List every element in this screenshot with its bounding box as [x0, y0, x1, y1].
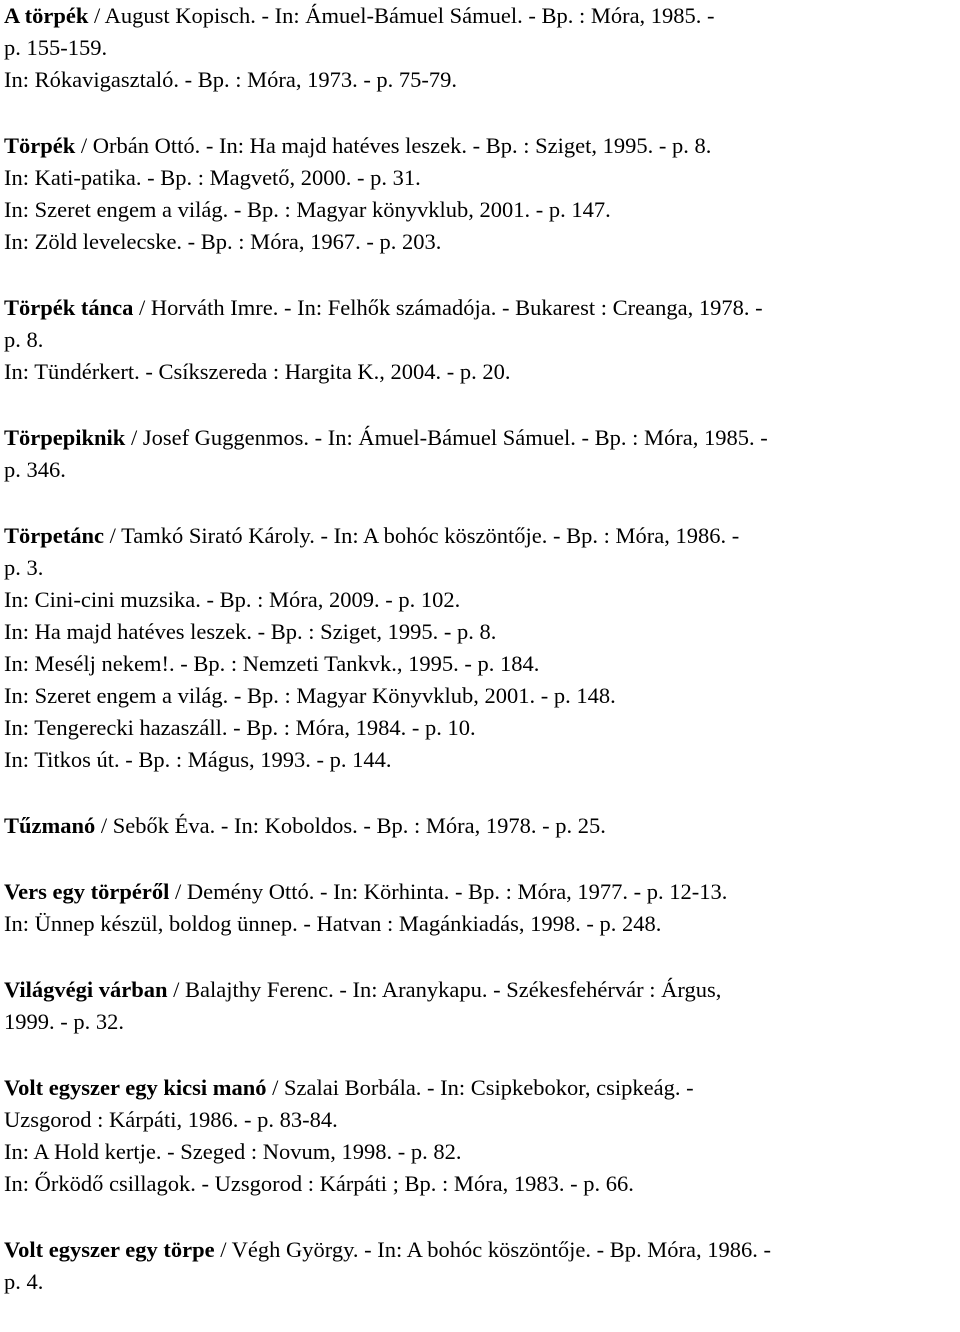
- entry-line: In: Rókavigasztaló. - Bp. : Móra, 1973. - p. 75-79.: [4, 67, 458, 92]
- entry-line: Uzsgorod : Kárpáti, 1986. - p. 83-84.: [4, 1107, 338, 1132]
- entry-line: In: Ünnep készül, boldog ünnep. - Hatvan : Magánkiadás, 1998. - p. 248.: [4, 911, 662, 936]
- bibliography-entry: [4, 0, 956, 96]
- entry-line: p. 8.: [4, 327, 44, 352]
- bibliography-entry: [4, 876, 956, 940]
- entry-citation: / Demény Ottó. - In: Körhinta. - Bp. : Móra, 1977. - p. 12-13.: [169, 879, 728, 904]
- bibliography-entry: [4, 520, 956, 776]
- entry-line: [4, 520, 956, 552]
- entry-title: Világvégi várban: [4, 977, 168, 1002]
- entry-citation: / Horváth Imre. - In: Felhők számadója. - Bukarest : Creanga, 1978. -: [133, 295, 763, 320]
- entry-title: Törpepiknik: [4, 425, 126, 450]
- entry-citation: / Végh György. - In: A bohóc köszöntője. - Bp. Móra, 1986. -: [214, 1237, 771, 1262]
- entry-title: Tűzmanó: [4, 813, 96, 838]
- entry-line: In: Szeret engem a világ. - Bp. : Magyar könyvklub, 2001. - p. 147.: [4, 197, 611, 222]
- entry-line: In: Cini-cini muzsika. - Bp. : Móra, 2009. - p. 102.: [4, 587, 461, 612]
- entry-line: [4, 810, 956, 842]
- entry-line: [4, 422, 956, 454]
- entry-citation: / Josef Guggenmos. - In: Ámuel-Bámuel Sámuel. - Bp. : Móra, 1985. -: [125, 425, 768, 450]
- entry-line: [4, 292, 956, 324]
- entry-line: In: Tengerecki hazaszáll. - Bp. : Móra, 1984. - p. 10.: [4, 715, 476, 740]
- bibliography-entry: [4, 1234, 956, 1298]
- entry-line: p. 4.: [4, 1269, 44, 1294]
- entry-line: [4, 1072, 956, 1104]
- bibliography-entry: [4, 810, 956, 842]
- entry-line: In: Őrködő csillagok. - Uzsgorod : Kárpáti ; Bp. : Móra, 1983. - p. 66.: [4, 1171, 634, 1196]
- entry-title: Törpék: [4, 133, 76, 158]
- entry-citation: / Sebők Éva. - In: Koboldos. - Bp. : Móra, 1978. - p. 25.: [95, 813, 606, 838]
- entry-line: [4, 974, 956, 1006]
- entry-line: p. 3.: [4, 555, 44, 580]
- entry-line: p. 346.: [4, 457, 66, 482]
- entry-citation: / August Kopisch. - In: Ámuel-Bámuel Sámuel. - Bp. : Móra, 1985. -: [88, 3, 715, 28]
- entry-line: In: A Hold kertje. - Szeged : Novum, 1998. - p. 82.: [4, 1139, 462, 1164]
- entry-title: A törpék: [4, 3, 89, 28]
- entry-title: Törpék tánca: [4, 295, 134, 320]
- bibliography-entry: [4, 1072, 956, 1200]
- bibliography-entry: [4, 130, 956, 258]
- entry-title: Vers egy törpéről: [4, 879, 170, 904]
- bibliography-entry: [4, 422, 956, 486]
- bibliography-list: [4, 0, 956, 1332]
- entry-citation: / Szalai Borbála. - In: Csipkebokor, csipkeág. -: [266, 1075, 694, 1100]
- bibliography-entry: [4, 292, 956, 388]
- entry-title: Volt egyszer egy kicsi manó: [4, 1075, 267, 1100]
- entry-line: In: Zöld levelecske. - Bp. : Móra, 1967. - p. 203.: [4, 229, 442, 254]
- entry-line: In: Titkos út. - Bp. : Mágus, 1993. - p. 144.: [4, 747, 392, 772]
- entry-line: In: Szeret engem a világ. - Bp. : Magyar Könyvklub, 2001. - p. 148.: [4, 683, 616, 708]
- entry-title: Volt egyszer egy törpe: [4, 1237, 215, 1262]
- entry-line: [4, 1234, 956, 1266]
- entry-line: 1999. - p. 32.: [4, 1009, 124, 1034]
- entry-citation: / Balajthy Ferenc. - In: Aranykapu. - Székesfehérvár : Árgus,: [167, 977, 722, 1002]
- entry-line: [4, 876, 956, 908]
- entry-citation: / Tamkó Sirató Károly. - In: A bohóc köszöntője. - Bp. : Móra, 1986. -: [104, 523, 740, 548]
- entry-citation: / Orbán Ottó. - In: Ha majd hatéves leszek. - Bp. : Sziget, 1995. - p. 8.: [75, 133, 712, 158]
- entry-line: In: Mesélj nekem!. - Bp. : Nemzeti Tankvk., 1995. - p. 184.: [4, 651, 540, 676]
- entry-title: Törpetánc: [4, 523, 104, 548]
- bibliography-entry: [4, 974, 956, 1038]
- entry-line: p. 155-159.: [4, 35, 108, 60]
- entry-line: In: Ha majd hatéves leszek. - Bp. : Sziget, 1995. - p. 8.: [4, 619, 497, 644]
- entry-line: In: Kati-patika. - Bp. : Magvető, 2000. - p. 31.: [4, 165, 421, 190]
- entry-line: In: Tündérkert. - Csíkszereda : Hargita K., 2004. - p. 20.: [4, 359, 511, 384]
- entry-line: [4, 0, 956, 32]
- entry-line: [4, 130, 956, 162]
